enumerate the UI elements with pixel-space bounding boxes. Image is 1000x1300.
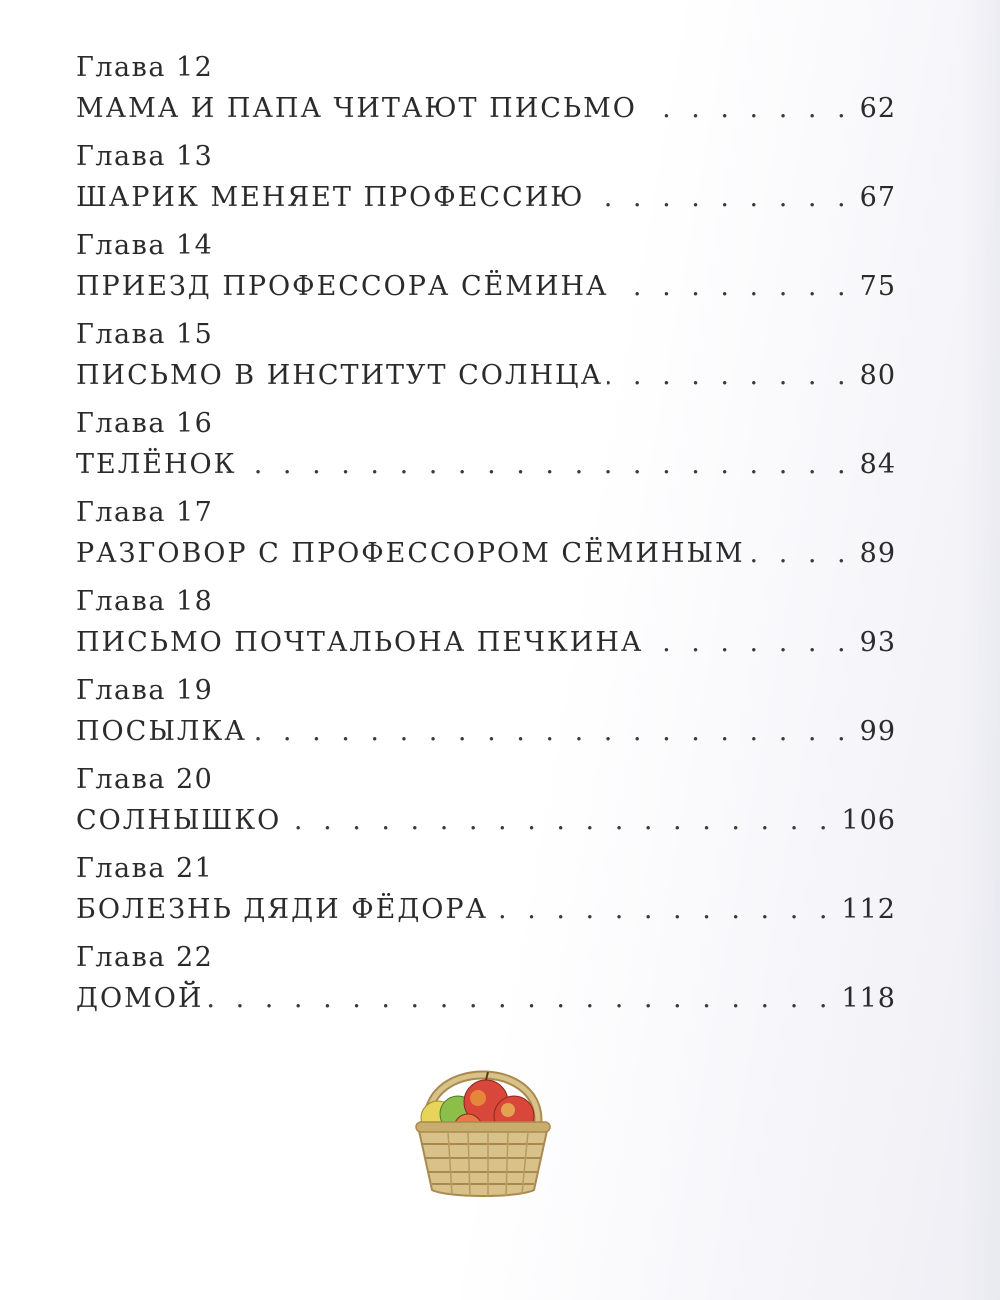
chapter-label: Глава 12 xyxy=(76,52,214,83)
dot-leader xyxy=(241,442,852,488)
page-number: 99 xyxy=(859,716,896,747)
toc-title-row xyxy=(76,531,896,577)
chapter-label: Глава 21 xyxy=(76,853,214,884)
chapter-title: МАМА И ПАПА ЧИТАЮТ ПИСЬМО xyxy=(76,93,637,124)
page-number: 75 xyxy=(859,271,896,302)
dot-leader xyxy=(207,976,833,1022)
toc-title-row xyxy=(76,86,896,132)
chapter-label: Глава 16 xyxy=(76,408,214,439)
toc-entry xyxy=(76,495,896,584)
toc-entry xyxy=(76,851,896,940)
chapter-label: Глава 19 xyxy=(76,675,214,706)
toc-title-row xyxy=(76,353,896,399)
page-number: 67 xyxy=(859,182,896,213)
page-number: 118 xyxy=(841,983,896,1014)
dot-leader xyxy=(589,175,852,221)
page-number: 62 xyxy=(859,93,896,124)
chapter-title: СОЛНЫШКО xyxy=(76,805,282,836)
toc-title-row xyxy=(76,976,896,1022)
dot-leader xyxy=(251,709,852,755)
chapter-title: БОЛЕЗНЬ ДЯДИ ФЁДОРА xyxy=(76,894,489,925)
chapter-title: ДОМОЙ xyxy=(76,983,204,1014)
chapter-title: ТЕЛЁНОК xyxy=(76,449,237,480)
toc-title-row xyxy=(76,442,896,488)
chapter-title: ПОСЫЛКА xyxy=(76,716,247,747)
chapter-label: Глава 13 xyxy=(76,141,214,172)
dot-leader xyxy=(749,531,852,577)
dot-leader xyxy=(647,620,851,666)
chapter-label: Глава 22 xyxy=(76,942,214,973)
toc-title-row xyxy=(76,798,896,844)
chapter-label: Глава 18 xyxy=(76,586,214,617)
dot-leader xyxy=(285,798,833,844)
chapter-title: ШАРИК МЕНЯЕТ ПРОФЕССИЮ xyxy=(76,182,585,213)
toc-title-row xyxy=(76,175,896,221)
chapter-title: ПИСЬМО В ИНСТИТУТ СОЛНЦА xyxy=(76,360,604,391)
apple-basket-icon xyxy=(408,1050,558,1200)
toc-entry xyxy=(76,940,896,1029)
toc-title-row xyxy=(76,709,896,755)
toc-title-row xyxy=(76,620,896,666)
toc-entry xyxy=(76,228,896,317)
table-of-contents xyxy=(76,50,896,1029)
chapter-title: ПРИЕЗД ПРОФЕССОРА СЁМИНА xyxy=(76,271,609,302)
toc-entry xyxy=(76,762,896,851)
page-number: 84 xyxy=(859,449,896,480)
toc-entry xyxy=(76,584,896,673)
toc-entry xyxy=(76,673,896,762)
dot-leader xyxy=(613,264,852,310)
page-edge-shadow xyxy=(960,0,1000,1300)
chapter-label: Глава 20 xyxy=(76,764,214,795)
page-number: 106 xyxy=(841,805,896,836)
toc-title-row xyxy=(76,264,896,310)
page-number: 89 xyxy=(859,538,896,569)
chapter-label: Глава 14 xyxy=(76,230,214,261)
chapter-label: Глава 17 xyxy=(76,497,214,528)
toc-entry xyxy=(76,50,896,139)
dot-leader xyxy=(641,86,852,132)
chapter-title: ПИСЬМО ПОЧТАЛЬОНА ПЕЧКИНА xyxy=(76,627,644,658)
chapter-title: РАЗГОВОР С ПРОФЕССОРОМ СЁМИНЫМ xyxy=(76,538,745,569)
toc-entry xyxy=(76,139,896,228)
page-number: 112 xyxy=(841,894,896,925)
page-number: 93 xyxy=(859,627,896,658)
dot-leader xyxy=(607,353,852,399)
chapter-label: Глава 15 xyxy=(76,319,214,350)
dot-leader xyxy=(492,887,833,933)
toc-title-row xyxy=(76,887,896,933)
toc-entry xyxy=(76,317,896,406)
page-number: 80 xyxy=(859,360,896,391)
toc-entry xyxy=(76,406,896,495)
